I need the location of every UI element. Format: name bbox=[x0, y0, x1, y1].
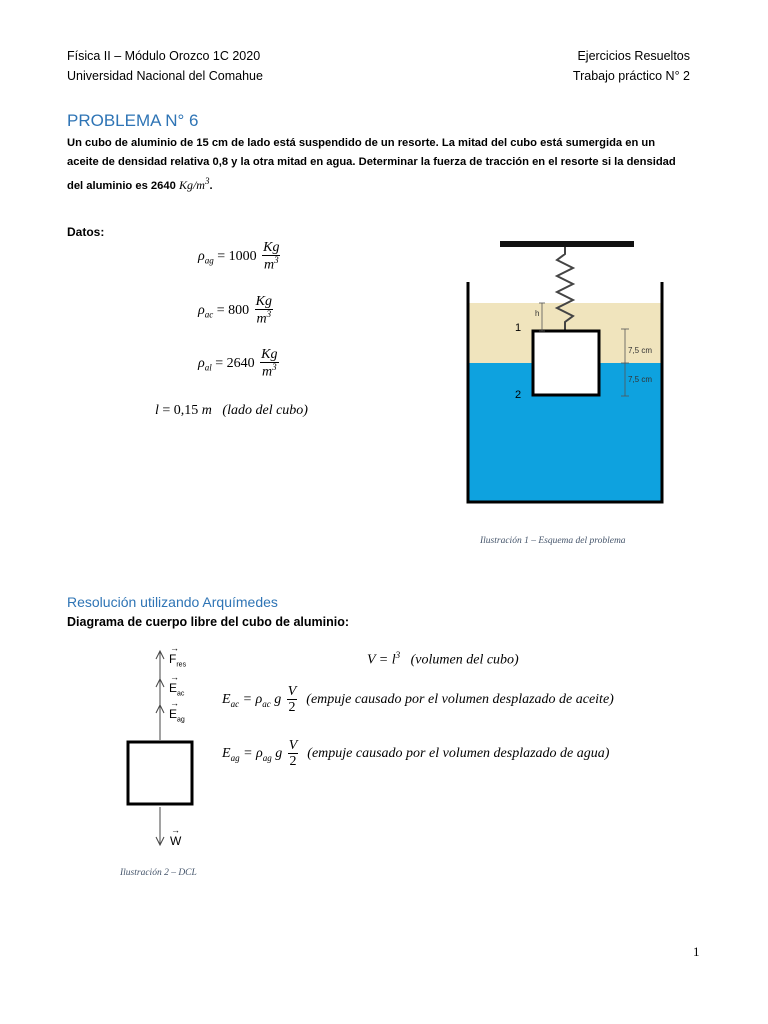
header-right bbox=[573, 46, 690, 86]
resolution-subtitle: Diagrama de cuerpo libre del cubo de aluminio: bbox=[67, 615, 350, 629]
resolution-title: Resolución utilizando Arquímedes bbox=[67, 594, 278, 610]
page-number: 1 bbox=[693, 944, 700, 959]
dcl-cube bbox=[128, 742, 192, 804]
statement-line-2: aceite de densidad relativa 0,8 y la otra mitad en agua. Determinar la fuerza de tracción en el resorte si la densidad bbox=[67, 156, 676, 168]
header-tp: Trabajo práctico N° 2 bbox=[572, 69, 690, 83]
dim-bottom: 7,5 cm bbox=[628, 375, 653, 384]
statement-line-1: Un cubo de aluminio de 15 cm de lado está suspendido de un resorte. La mitad del cubo está sumergida en un bbox=[67, 137, 656, 149]
eq-empuje-agua: $E_{ag} = \rho_{ag}$ g $\frac{V}{2}$ (empuje causado por el volumen desplazado de agua) bbox=[222, 738, 610, 770]
statement-line-3: del aluminio es 2640 $Kg/m^3$. bbox=[67, 176, 213, 192]
dcl-w: → W bbox=[170, 825, 182, 848]
eq-volumen: $V = l^3$ (volumen del cubo) bbox=[367, 650, 519, 668]
figure-2-caption: Ilustración 2 – DCL bbox=[120, 868, 197, 878]
datos-label: Datos: bbox=[67, 225, 105, 239]
dcl-f-res: → $F_{res}$ bbox=[169, 643, 187, 669]
problem-title: PROBLEMA N° 6 bbox=[67, 111, 199, 130]
header-left bbox=[67, 46, 263, 86]
support-bar bbox=[500, 241, 634, 247]
label-2: 2 bbox=[515, 389, 522, 401]
label-1: 1 bbox=[515, 322, 522, 334]
dim-top: 7,5 cm bbox=[628, 346, 653, 355]
eq-rho-al: $\rho_{al} = 2640$ $\frac{Kg}{m^3}$ bbox=[198, 347, 278, 381]
cube bbox=[533, 331, 599, 395]
dcl-e-ac: → $E_{ac}$ bbox=[169, 672, 185, 698]
header-doc-type: Ejercicios Resueltos bbox=[577, 49, 690, 63]
figure-1-caption: Ilustración 1 – Esquema del problema bbox=[480, 536, 626, 546]
header-university: Universidad Nacional del Comahue bbox=[67, 69, 263, 83]
eq-rho-ag: $\rho_{ag} = 1000$ $\frac{Kg}{m^3}$ bbox=[198, 240, 280, 274]
eq-rho-ac: $\rho_{ac} = 800$ $\frac{Kg}{m^3}$ bbox=[198, 294, 272, 328]
eq-lado-cubo: l = 0,15 m (lado del cubo) bbox=[155, 403, 308, 418]
header-course: Física II – Módulo Orozco 1C 2020 bbox=[67, 49, 261, 63]
problem-statement bbox=[67, 134, 707, 196]
dcl-diagram bbox=[120, 645, 210, 855]
dcl-e-ag: → $E_{ag}$ bbox=[169, 698, 185, 724]
label-h: h bbox=[535, 309, 540, 318]
eq-empuje-aceite: $E_{ac} = \rho_{ac}$ g $\frac{V}{2}$ (empuje causado por el volumen desplazado de aceite) bbox=[222, 684, 614, 716]
